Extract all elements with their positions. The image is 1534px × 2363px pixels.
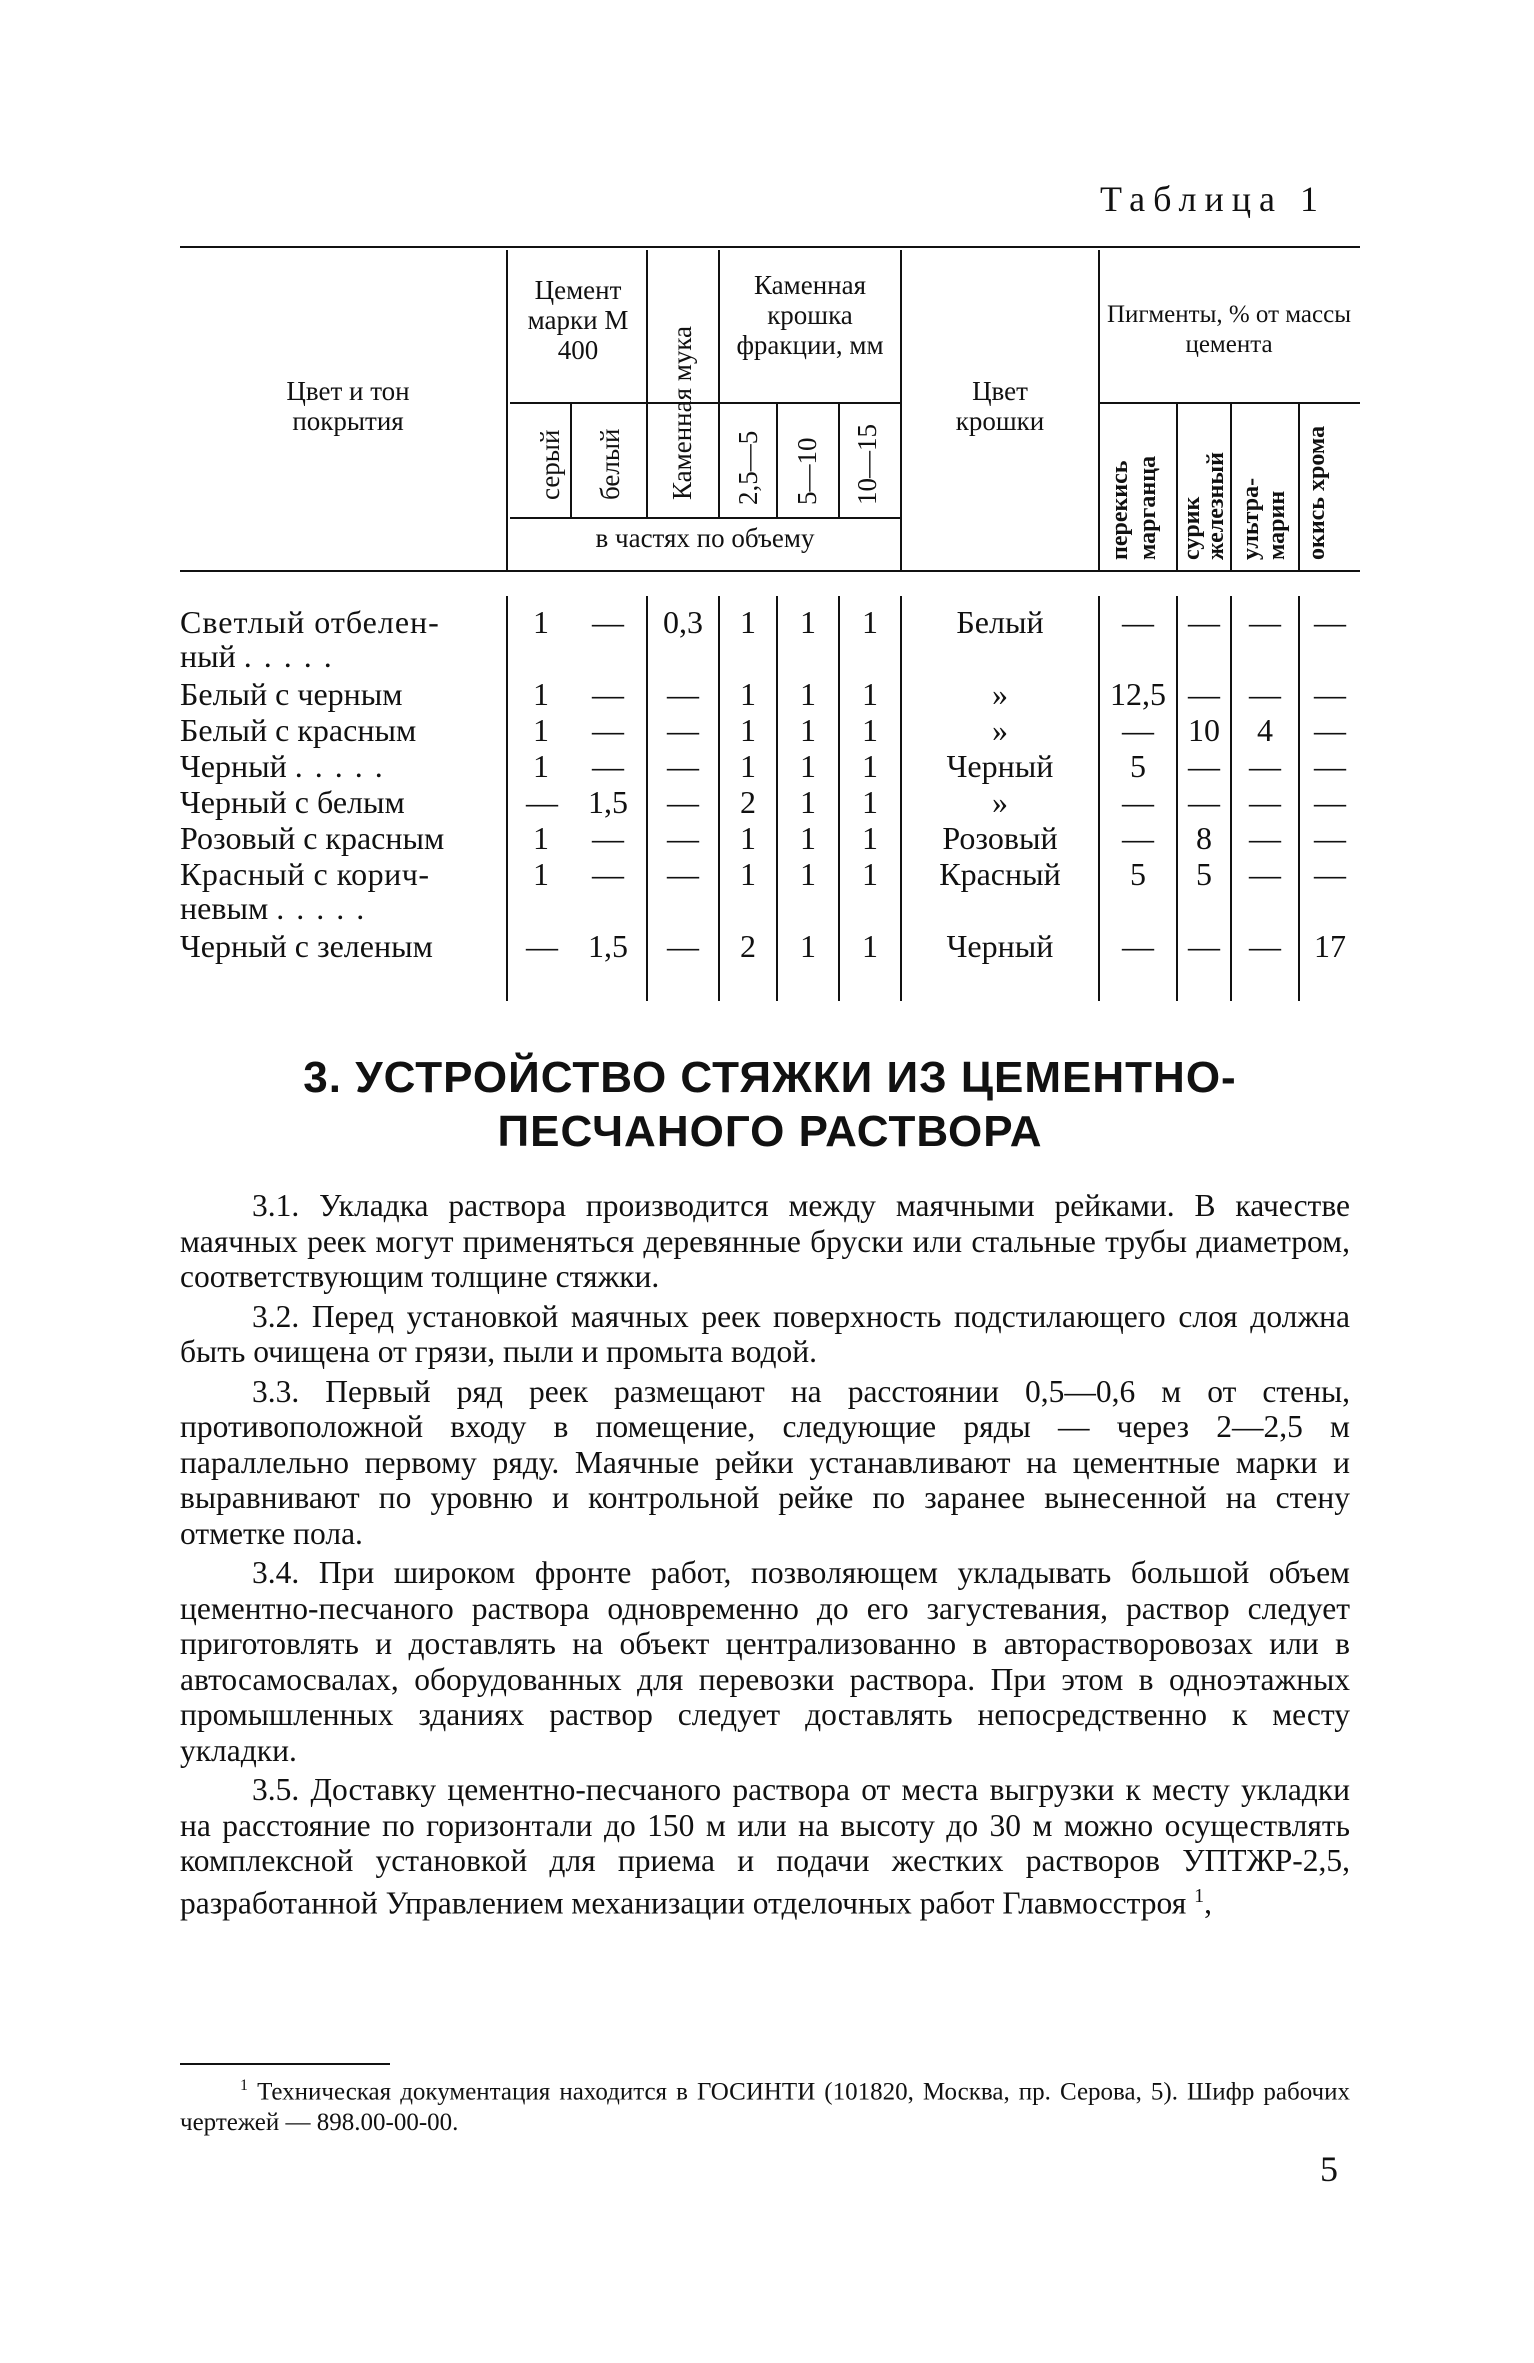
cell-f2: 1: [800, 748, 816, 784]
cell-f1: 1: [740, 676, 756, 712]
cell-white: —: [592, 856, 624, 892]
cell-p4: —: [1314, 604, 1346, 640]
header-pigments: Пигменты, % от массы цемента: [1106, 301, 1352, 358]
cell-white: 1,5: [588, 784, 628, 820]
table-row: [180, 820, 1360, 857]
header-vrule: [838, 404, 840, 517]
row-name-continuation: [180, 638, 500, 675]
footnote-rule: [180, 2063, 390, 2065]
cell-p2: —: [1188, 928, 1220, 964]
cell-gray: —: [526, 928, 558, 964]
cell-chips: Белый: [956, 604, 1044, 640]
cell-p1: —: [1122, 820, 1154, 856]
cell-f1: 2: [740, 928, 756, 964]
table-caption: Таблица 1: [1100, 179, 1326, 219]
cell-p2: 5: [1196, 856, 1212, 892]
header-parts-by-volume: в частях по объему: [595, 523, 815, 553]
header-vrule: [1098, 250, 1100, 570]
cell-p3: —: [1249, 604, 1281, 640]
cell-p1: —: [1122, 712, 1154, 748]
cell-gray: 1: [533, 748, 549, 784]
cell-p1: 5: [1130, 748, 1146, 784]
cell-gray: 1: [533, 676, 549, 712]
cell-f1: 1: [740, 712, 756, 748]
cell-f2: 1: [800, 820, 816, 856]
cell-p3: —: [1249, 820, 1281, 856]
cell-p3: —: [1249, 856, 1281, 892]
header-vrule: [776, 404, 778, 517]
cell-p4: —: [1314, 676, 1346, 712]
leader-dots: . . . . .: [294, 748, 385, 784]
paragraph-3-5-text: 3.5. Доставку цементно-песчаного раствора от места выгрузки к месту укладки на расстояние по горизонтали до 150 м или на высоту до 30 м можно осуществлять комплексной установкой для приема и подачи жестких растворов УПТЖР-2,5, разработанной Управлением механизации отделочных работ Главмосстроя: [180, 1772, 1350, 1920]
header-pigment-chromium: окись хрома: [1304, 425, 1330, 560]
paragraph-3-3: 3.3. Первый ряд реек размещают на расстоянии 0,5—0,6 м от стены, противоположной входу в помещение, следующие ряды — через 2—2,5 м параллельно первому ряду. Маячные рейки устанавливают на цементные марки и выравнивают по уровню и контрольной рейке по заранее вынесенной на стену отметке пола.: [180, 1373, 1350, 1551]
header-fraction-2: 5—10: [792, 437, 822, 505]
header-chips-color: Цвет крошки: [955, 376, 1045, 436]
cell-f2: 1: [800, 712, 816, 748]
footnote-reference: 1: [1194, 1884, 1205, 1907]
cell-flour: —: [667, 712, 699, 748]
header-pigment-manganese: перекись марганца: [1107, 455, 1161, 560]
cell-p3: —: [1249, 928, 1281, 964]
cell-chips: Розовый: [942, 820, 1058, 856]
footnote-mark: 1: [240, 2077, 248, 2094]
header-vrule: [506, 250, 508, 570]
header-subrule-parts: [510, 517, 900, 519]
cell-p2: —: [1188, 748, 1220, 784]
table-row: [180, 676, 1360, 713]
header-vrule: [900, 250, 902, 570]
cell-flour: 0,3: [663, 604, 703, 640]
table-row-continuation: [180, 890, 1360, 927]
header-pigment-ultramarine: ультра- марин: [1238, 477, 1290, 560]
row-name: Черный с зеленым: [180, 928, 433, 964]
table-row: [180, 604, 1360, 641]
cell-p2: —: [1188, 604, 1220, 640]
paragraph-3-4: 3.4. При широком фронте работ, позволяющем укладывать большой объем цементно-песчаного раствора одновременно до его загустевания, раствор следует приготовлять и доставлять на объект централизованно в авторастворовозах или в автосамосвалах, оборудованных для перевозки раствора. При этом в одноэтажных промышленных зданиях раствор следует доставлять непосредственно к месту укладки.: [180, 1555, 1350, 1768]
cell-f3: 1: [862, 784, 878, 820]
cell-chips: Черный: [946, 928, 1054, 964]
header-cement-white: белый: [595, 428, 625, 500]
cell-f2: 1: [800, 784, 816, 820]
row-name-text: Черный: [180, 748, 287, 784]
row-name: Светлый отбелен-: [180, 604, 440, 640]
header-vrule: [1176, 404, 1178, 570]
cell-f2: 1: [800, 604, 816, 640]
header-vrule: [1230, 404, 1232, 570]
cell-chips: Красный: [939, 856, 1061, 892]
table-row: [180, 748, 1360, 785]
leader-dots: . . . . .: [243, 638, 334, 674]
header-pigment-minium: сурик железный: [1179, 452, 1229, 560]
header-fraction-1: 2,5—5: [733, 430, 763, 505]
header-vrule: [646, 250, 648, 517]
header-subrule-left: [510, 402, 900, 404]
row-name: Белый с красным: [180, 712, 417, 748]
cell-f1: 1: [740, 856, 756, 892]
cell-gray: 1: [533, 856, 549, 892]
cell-p4: —: [1314, 856, 1346, 892]
cell-p3: 4: [1257, 712, 1273, 748]
table-header-bottom-rule: [180, 570, 1360, 572]
cell-white: —: [592, 820, 624, 856]
cell-p2: 10: [1188, 712, 1220, 748]
row-name: Розовый с красным: [180, 820, 445, 856]
cell-gray: —: [526, 784, 558, 820]
cell-white: —: [592, 748, 624, 784]
cell-f3: 1: [862, 856, 878, 892]
cell-f2: 1: [800, 928, 816, 964]
cell-p3: —: [1249, 748, 1281, 784]
cell-chips: »: [992, 676, 1008, 712]
cell-f3: 1: [862, 712, 878, 748]
cell-white: 1,5: [588, 928, 628, 964]
leader-dots: . . . . .: [276, 890, 367, 926]
cell-p4: —: [1314, 712, 1346, 748]
row-name: [180, 748, 500, 785]
cell-f3: 1: [862, 676, 878, 712]
section-body: [180, 1188, 1350, 1925]
cell-f2: 1: [800, 856, 816, 892]
cell-chips: »: [992, 712, 1008, 748]
row-name: Красный с корич-: [180, 856, 430, 892]
header-cement-brand: Цемент марки М 400: [527, 275, 629, 365]
table-row: [180, 856, 1360, 893]
cell-white: —: [592, 712, 624, 748]
cell-gray: 1: [533, 604, 549, 640]
cell-p2: —: [1188, 784, 1220, 820]
table-row: [180, 712, 1360, 749]
cell-p3: —: [1249, 784, 1281, 820]
cell-flour: —: [667, 784, 699, 820]
cell-f2: 1: [800, 676, 816, 712]
header-stone-chips: Каменная крошка фракции, мм: [736, 270, 884, 360]
cell-f1: 1: [740, 820, 756, 856]
cell-p4: —: [1314, 784, 1346, 820]
row-name: Черный с белым: [180, 784, 405, 820]
row-name: Белый с черным: [180, 676, 403, 712]
header-color-tone: Цвет и тон покрытия: [286, 376, 410, 436]
page-number: 5: [1320, 2149, 1338, 2189]
cell-flour: —: [667, 676, 699, 712]
row-name-line2: ный: [180, 638, 236, 674]
cell-f3: 1: [862, 928, 878, 964]
table-row: [180, 784, 1360, 821]
cell-f1: 1: [740, 604, 756, 640]
cell-f3: 1: [862, 604, 878, 640]
cell-p2: —: [1188, 676, 1220, 712]
cell-gray: 1: [533, 820, 549, 856]
cell-chips: Черный: [946, 748, 1054, 784]
cell-flour: —: [667, 748, 699, 784]
cell-p1: —: [1122, 604, 1154, 640]
cell-gray: 1: [533, 712, 549, 748]
cell-p4: —: [1314, 748, 1346, 784]
header-subrule-pigments: [1098, 402, 1360, 404]
row-name-continuation: [180, 890, 500, 927]
cell-f1: 1: [740, 748, 756, 784]
cell-p1: 12,5: [1110, 676, 1166, 712]
table-row: [180, 928, 1360, 965]
cell-p1: —: [1122, 928, 1154, 964]
cell-flour: —: [667, 928, 699, 964]
cell-chips: »: [992, 784, 1008, 820]
cell-p4: —: [1314, 820, 1346, 856]
footnote: [180, 2070, 1350, 2138]
header-cement-gray: серый: [535, 429, 565, 500]
cell-f1: 2: [740, 784, 756, 820]
paragraph-3-5: 3.5. Доставку цементно-песчаного раствора от места выгрузки к месту укладки на расстояние по горизонтали до 150 м или на высоту до 30 м можно осуществлять комплексной установкой для приема и подачи жестких растворов УПТЖР-2,5, разработанной Управлением механизации отделочных работ Главмосстроя $^1$,: [180, 1772, 1350, 1920]
header-vrule: [1298, 404, 1300, 570]
table-row-continuation: [180, 638, 1360, 675]
table-top-rule: [180, 246, 1360, 248]
header-stone-flour: Каменная мука: [667, 325, 697, 500]
header-fraction-3: 10—15: [852, 424, 882, 505]
paragraph-3-2: 3.2. Перед установкой маячных реек поверхность подстилающего слоя должна быть очищена от грязи, пыли и промыта водой.: [180, 1298, 1350, 1369]
paragraph-3-1: 3.1. Укладка раствора производится между маячными рейками. В качестве маячных реек могут применяться деревянные бруски или стальные трубы диаметром, соответствующим толщине стяжки.: [180, 1188, 1350, 1294]
cell-f3: 1: [862, 748, 878, 784]
cell-p1: —: [1122, 784, 1154, 820]
cell-white: —: [592, 604, 624, 640]
footnote-text: Техническая документация находится в ГОСИНТИ (101820, Москва, пр. Серова, 5). Шифр рабочих чертежей — 898.00-00-00.: [180, 2078, 1351, 2137]
section-heading-line1: 3. УСТРОЙСТВО СТЯЖКИ ИЗ ЦЕМЕНТНО-: [303, 1053, 1237, 1102]
cell-p4: 17: [1314, 928, 1346, 964]
cell-p3: —: [1249, 676, 1281, 712]
cell-p2: 8: [1196, 820, 1212, 856]
cell-f3: 1: [862, 820, 878, 856]
cell-flour: —: [667, 820, 699, 856]
cell-white: —: [592, 676, 624, 712]
cell-p1: 5: [1130, 856, 1146, 892]
section-heading-line2: ПЕСЧАНОГО РАСТВОРА: [497, 1107, 1043, 1156]
cell-flour: —: [667, 856, 699, 892]
header-vrule: [570, 404, 572, 517]
row-name-line2: невым: [180, 890, 269, 926]
